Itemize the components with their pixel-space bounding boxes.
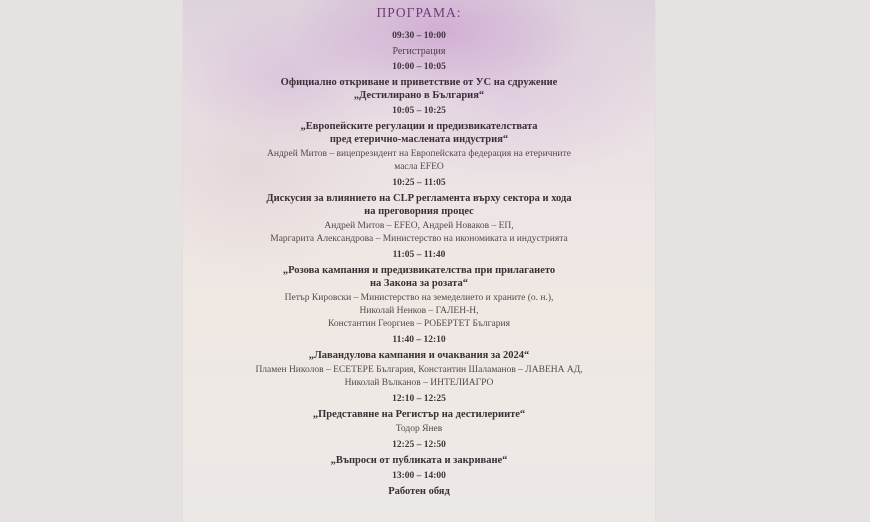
item-time: 10:05 – 10:25	[392, 106, 446, 116]
item-title-line: „Лавандулова кампания и очаквания за 2024“	[308, 350, 530, 361]
item-title-line: пред етерично-маслената индустрия“	[329, 134, 509, 145]
program-item	[183, 105, 655, 174]
item-title-line: Дискусия за влиянието на CLP регламента върху сектора и хода	[266, 193, 572, 204]
program-item	[183, 249, 655, 331]
item-text: Регистрация	[392, 46, 446, 57]
item-time: 13:00 – 14:00	[392, 471, 446, 481]
item-title-line: „Дестилирано в България“	[353, 90, 485, 101]
item-speakers-line: Константин Георгиев – РОБЕРТЕТ България	[328, 319, 510, 329]
item-title-line: Официално откриване и приветствие от УС на сдружение	[280, 77, 558, 88]
program-item	[183, 30, 655, 58]
item-speakers-line: Николай Вълканов – ИНТЕЛИАГРО	[344, 378, 494, 388]
item-speakers-line: Пламен Николов – ЕСЕТЕРЕ България, Константин Шаламанов – ЛАВЕНА АД,	[255, 365, 583, 375]
program-item	[183, 334, 655, 390]
item-title-line: Работен обяд	[388, 486, 450, 497]
program-item	[183, 177, 655, 246]
item-time: 09:30 – 10:00	[392, 31, 446, 41]
item-time: 11:40 – 12:10	[392, 335, 446, 345]
item-speakers-line: Андрей Митов – EFEO, Андрей Новаков – ЕП,	[324, 221, 514, 231]
item-time: 10:25 – 11:05	[392, 178, 446, 188]
item-time: 11:05 – 11:40	[392, 250, 446, 260]
item-title-line: на Закона за розата“	[370, 278, 468, 289]
item-title-line: „Представяне на Регистър на дестилериите“	[312, 409, 526, 420]
item-title-line: „Розова кампания и предизвикателства при прилагането	[282, 265, 556, 276]
item-time: 10:00 – 10:05	[392, 62, 446, 72]
program-item	[183, 61, 655, 102]
item-time: 12:25 – 12:50	[392, 440, 446, 450]
program-heading: ПРОГРАМА:	[376, 5, 462, 20]
program-item	[183, 393, 655, 436]
item-speakers-line: Тодор Янев	[395, 424, 443, 434]
item-time: 12:10 – 12:25	[392, 394, 446, 404]
program-list	[183, 5, 655, 498]
program-item	[183, 439, 655, 467]
program-card	[183, 0, 655, 522]
item-speakers-line: Андрей Митов – вицепрезидент на Европейската федерация на етеричните	[267, 149, 571, 159]
item-title-line: „Въпроси от публиката и закриване“	[330, 455, 508, 466]
item-title-line: на преговорния процес	[364, 206, 474, 217]
item-speakers-line: Петър Кировски – Министерство на земеделието и храните (о. н.),	[284, 293, 554, 303]
program-item	[183, 470, 655, 498]
item-speakers-line: Маргарита Александрова – Министерство на икономиката и индустрията	[270, 234, 568, 244]
item-speakers-line: масла EFEO	[394, 162, 444, 172]
item-speakers-line: Николай Ненков – ГАЛЕН-Н,	[359, 306, 479, 316]
item-title-line: „Европейските регулации и предизвикателствата	[300, 121, 538, 132]
